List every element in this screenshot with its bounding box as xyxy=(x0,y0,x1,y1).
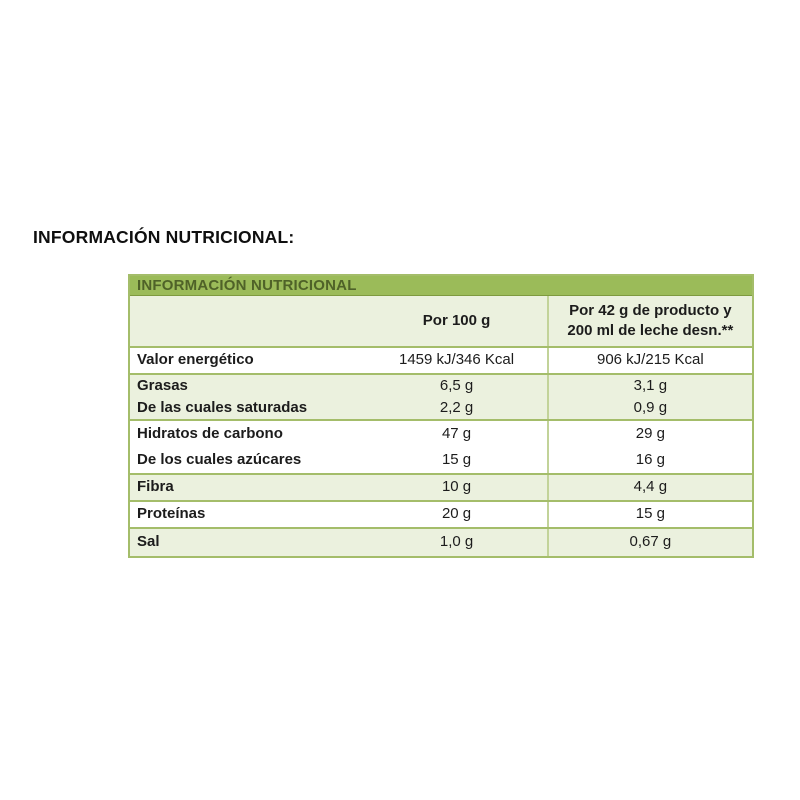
table-row-proteinas xyxy=(130,502,752,527)
row-value-per-serving xyxy=(547,447,752,473)
table-row-hidratos xyxy=(130,421,752,447)
row-label: De las cuales saturadas xyxy=(137,398,308,416)
row-group-energy xyxy=(130,346,752,373)
row-group-salt xyxy=(130,527,752,556)
row-group-fiber xyxy=(130,473,752,500)
table-title: INFORMACIÓN NUTRICIONAL xyxy=(137,277,357,294)
row-value-per-serving-text: 15 g xyxy=(635,505,665,523)
row-group-fats xyxy=(130,373,752,419)
row-label: Hidratos de carbono xyxy=(137,424,283,442)
row-value-per-serving-text: 3,1 g xyxy=(633,376,668,394)
nutrition-table xyxy=(128,274,754,558)
row-group-protein xyxy=(130,500,752,527)
row-label: De los cuales azúcares xyxy=(137,450,302,468)
row-value-per-serving xyxy=(547,421,752,447)
table-row-fibra xyxy=(130,475,752,500)
row-value-per100g: 15 g xyxy=(441,450,472,468)
row-value-per-serving-text: 0,9 g xyxy=(633,398,668,416)
row-value-per-serving xyxy=(547,397,752,419)
table-title-band xyxy=(130,276,752,296)
row-value-per100g: 2,2 g xyxy=(439,398,474,416)
row-label: Grasas xyxy=(137,376,188,394)
row-value-per-serving xyxy=(547,348,752,373)
column-header-row xyxy=(130,296,752,346)
row-value-per100g: 1,0 g xyxy=(439,533,474,551)
page-heading: INFORMACIÓN NUTRICIONAL: xyxy=(33,227,295,247)
row-value-per-serving xyxy=(547,529,752,556)
row-value-per-serving-text: 16 g xyxy=(635,450,665,468)
row-label: Valor energético xyxy=(137,351,254,369)
row-group-carbs xyxy=(130,419,752,473)
row-value-per-serving xyxy=(547,475,752,500)
row-label: Proteínas xyxy=(137,505,206,523)
row-value-per-serving-text: 4,4 g xyxy=(633,478,668,496)
row-value-per100g: 47 g xyxy=(441,424,472,442)
row-label: Fibra xyxy=(137,478,174,496)
table-row-valor-energetico xyxy=(130,348,752,373)
column-header-per-serving-line1: Por 42 g de producto y xyxy=(569,302,732,319)
row-value-per-serving-text: 906 kJ/215 Kcal xyxy=(596,351,704,369)
row-value-per100g: 6,5 g xyxy=(439,376,474,394)
table-row-sal xyxy=(130,529,752,556)
row-value-per100g: 1459 kJ/346 Kcal xyxy=(399,351,515,369)
column-header-per-serving xyxy=(547,296,752,346)
row-value-per-serving xyxy=(547,502,752,527)
row-label: Sal xyxy=(137,533,160,551)
row-value-per-serving-text: 29 g xyxy=(635,424,665,442)
column-header-per-serving-line2: 200 ml de leche desn.** xyxy=(567,322,734,339)
row-value-per-serving-text: 0,67 g xyxy=(629,533,672,551)
row-value-per-serving xyxy=(547,375,752,397)
row-value-per100g: 20 g xyxy=(441,505,472,523)
table-row-saturadas xyxy=(130,397,752,419)
row-value-per100g: 10 g xyxy=(441,478,472,496)
table-row-grasas xyxy=(130,375,752,397)
table-row-azucares xyxy=(130,447,752,473)
column-header-per100g: Por 100 g xyxy=(422,312,491,329)
